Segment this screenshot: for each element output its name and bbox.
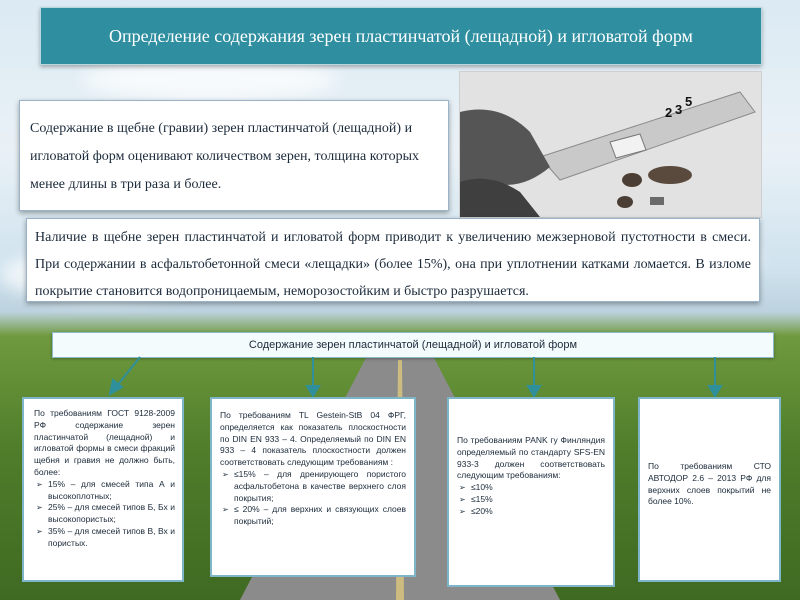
effect-text: Наличие в щебне зерен пластинчатой и игловатой форм приводит к увеличению межзерновой пустотности в смеси. При содержании в асфальтобетонной смеси «лещадки» (более 15%), она при уплотнении катками ломается. В изломе покрытие становится водопроницаемым, неморозостойким и быстро разрушается. xyxy=(35,230,751,299)
column-intro: По требованиям ГОСТ 9128-2009 РФ содержание зерен пластинчатой (лещадной) и игловатой формы в смеси фракций щебня и гравия не должно быть, более: xyxy=(34,408,175,477)
intro-text: Содержание в щебне (гравии) зерен пластинчатой (лещадной) и игловатой форм оценивают количеством зерен, толщина которых менее длины в три раза и более. xyxy=(30,121,419,192)
requirement-item: ➢ 25% – для смесей типов Б, Бх и высокопористых; xyxy=(48,502,175,526)
effect-text-box xyxy=(26,218,760,302)
requirement-item: ➢ ≤10% xyxy=(471,482,605,494)
column-intro: По требованиям СТО АВТОДОР 2.6 – 2013 РФ для верхних слоев покрытий не более 10%. xyxy=(648,461,771,507)
gauge-digit-1: 2 xyxy=(665,105,673,120)
column-intro: По требованиям TL Gestein-StB 04 ФРГ, определяется как показатель плоскостности по DIN EN 933 – 4. Определяемый по DIN EN 933 – 4 показатель плоскостности должен соответствовать следующим требованиям : xyxy=(220,410,406,468)
page-title: Определение содержания зерен пластинчатой (лещадной) и игловатой форм xyxy=(109,25,693,46)
requirement-column-gost xyxy=(22,397,184,582)
subheader-text: Содержание зерен пластинчатой (лещадной) и игловатой форм xyxy=(248,339,578,351)
requirement-item: ➢ ≤ 20% – для верхних и связующих слоев покрытий; xyxy=(234,504,406,528)
intro-text-box xyxy=(19,100,449,211)
requirement-column-germany xyxy=(210,397,416,577)
gauge-digit-3: 5 xyxy=(685,94,693,109)
column-intro: По требованиям PANK гу Финляндия определяемый по стандарту SFS-EN 933-3 должен соответствовать следующим требованиям: xyxy=(457,435,605,481)
requirement-list xyxy=(457,482,605,517)
requirement-item: ➢ ≤15% – для дренирующего пористого асфальтобетона в качестве верхнего слоя покрытия; xyxy=(234,469,406,504)
photo-grain-gauge xyxy=(459,71,762,218)
title-bar xyxy=(40,7,762,65)
requirement-item: ➢ ≤20% xyxy=(471,506,605,518)
requirement-list xyxy=(220,469,406,528)
requirements-subheader xyxy=(52,332,774,358)
requirement-column-avtodor xyxy=(638,397,781,582)
requirement-item: ➢ 35% – для смесей типов В, Вх и пористых. xyxy=(48,526,175,550)
requirement-column-finland xyxy=(447,397,615,587)
requirement-list xyxy=(34,479,175,550)
requirement-item: ➢ 15% – для смесей типа А и высокоплотных; xyxy=(48,479,175,503)
gauge-digit-2: 3 xyxy=(675,102,683,117)
requirement-item: ➢ ≤15% xyxy=(471,494,605,506)
